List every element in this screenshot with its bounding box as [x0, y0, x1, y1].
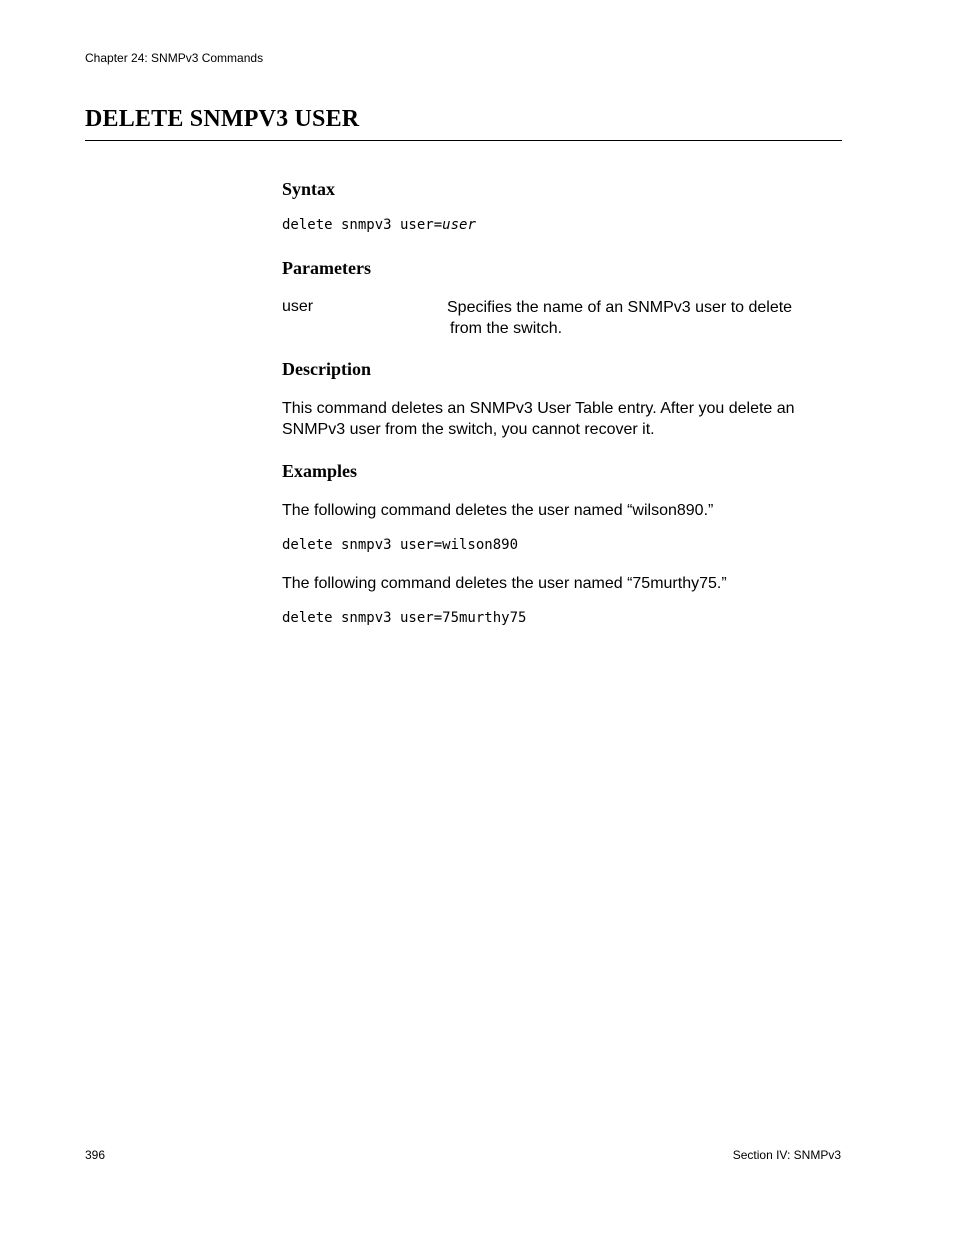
page-title: DELETE SNMPV3 USER — [85, 106, 360, 132]
syntax-command-param: user — [442, 217, 476, 233]
parameter-description-line2: from the switch. — [450, 320, 563, 337]
description-text — [282, 398, 795, 440]
description-line1: This command deletes an SNMPv3 User Table entry. After you delete an — [282, 400, 795, 417]
page-number: 396 — [85, 1148, 106, 1162]
examples-heading: Examples — [282, 461, 358, 481]
parameters-heading: Parameters — [282, 258, 371, 278]
example-2-command: delete snmpv3 user=75murthy75 — [282, 610, 527, 626]
title-rule — [85, 140, 842, 141]
parameter-description-line1: Specifies the name of an SNMPv3 user to delete — [447, 299, 793, 316]
description-line2: SNMPv3 user from the switch, you cannot recover it. — [282, 421, 655, 438]
parameter-description — [447, 297, 842, 339]
running-header: Chapter 24: SNMPv3 Commands — [85, 51, 264, 65]
syntax-command-prefix: delete snmpv3 user= — [282, 217, 443, 233]
parameter-name: user — [282, 298, 314, 315]
footer-section: Section IV: SNMPv3 — [732, 1148, 841, 1162]
syntax-command — [282, 217, 476, 233]
example-1-command: delete snmpv3 user=wilson890 — [282, 537, 519, 553]
description-heading: Description — [282, 359, 371, 379]
syntax-heading: Syntax — [282, 179, 336, 199]
example-2-text: The following command deletes the user named “75murthy75.” — [282, 575, 727, 592]
example-1-text: The following command deletes the user named “wilson890.” — [282, 502, 714, 519]
